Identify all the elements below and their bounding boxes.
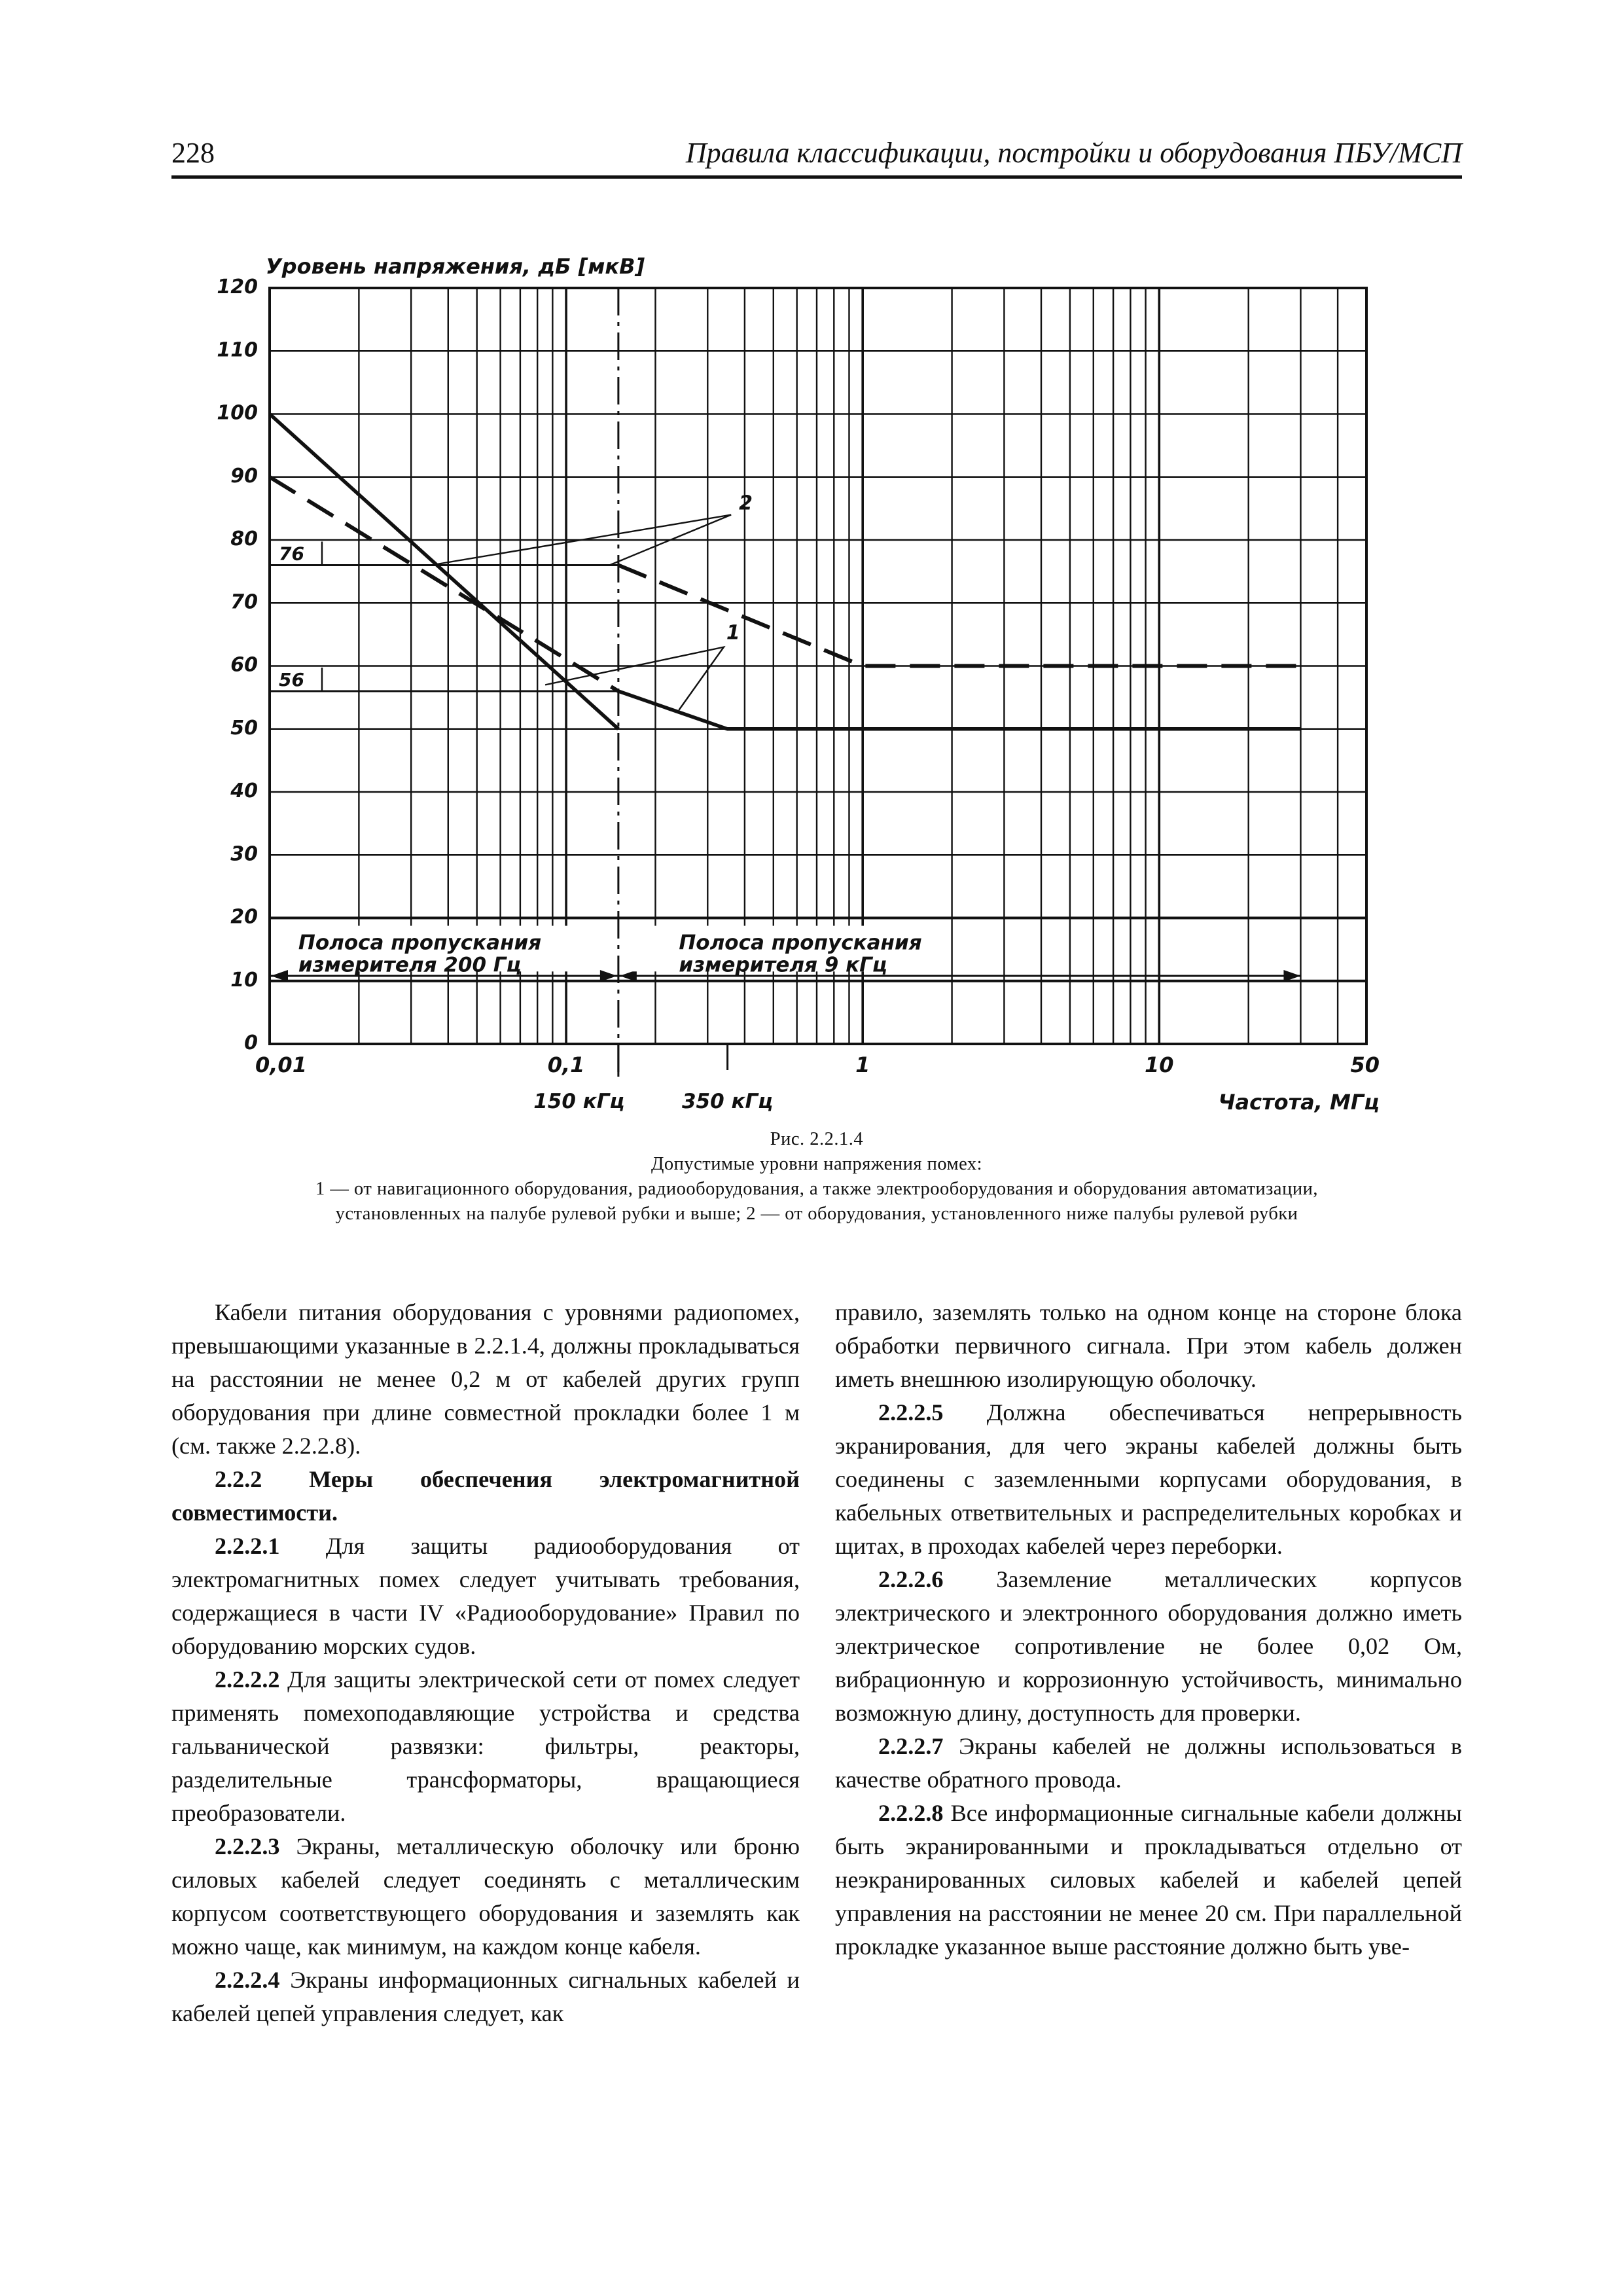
clause-number: 2.2.2.7 — [878, 1733, 944, 1759]
x-tick-label: 1 — [855, 1052, 870, 1077]
curve-1-label: 1 — [726, 621, 740, 645]
clause-number: 2.2.2.3 — [215, 1833, 280, 1859]
x-extra-tick-label: 150 кГц — [533, 1090, 625, 1113]
clause-text: Должна обеспечиваться непрерывность экранирования, для чего экраны кабелей должны быть соединены с заземленными корпусами оборудования, в кабельных ответвительных и распределительных коробках и щитах, в проходах кабелей через переборки. — [835, 1399, 1462, 1559]
paragraph — [835, 1730, 1462, 1797]
band-2-label-line2: измерителя 9 кГц — [679, 953, 887, 977]
x-tick-label: 0,1 — [547, 1052, 585, 1077]
y-tick-label: 80 — [230, 528, 258, 550]
series-1-line — [618, 691, 1301, 729]
paragraph: Кабели питания оборудования с уровнями радиопомех, превышающими указанные в 2.2.1.4, должны прокладываться на расстоянии не менее 0,2 м от кабелей других групп оборудования при длине совместной прокладки более 1 м (см. также 2.2.2.8). — [171, 1299, 800, 1459]
paragraph — [835, 1563, 1462, 1730]
clause-number: 2.2.2.5 — [878, 1399, 944, 1426]
y-tick-label: 30 — [230, 842, 258, 866]
level-label: 76 — [279, 543, 304, 565]
right-column — [835, 1296, 1462, 1964]
level-label: 56 — [279, 669, 304, 691]
x-tick-label: 50 — [1350, 1052, 1380, 1077]
y-tick-label: 120 — [217, 276, 258, 298]
y-tick-label: 100 — [217, 401, 258, 425]
y-tick-label: 60 — [230, 653, 258, 677]
section-number: 2.2.2 — [215, 1466, 262, 1492]
clause-number: 2.2.2.8 — [878, 1800, 944, 1826]
left-column — [171, 1296, 800, 2030]
band-1-label-line2: измерителя 200 Гц — [298, 953, 522, 977]
figure-legend-line-2: установленных на палубе рулевой рубки и выше; 2 — от оборудования, установленного ниже палубы рулевой рубки — [335, 1204, 1298, 1224]
y-tick-label: 10 — [230, 968, 258, 992]
band-1-label-line1: Полоса пропускания — [298, 931, 542, 955]
y-tick-label: 40 — [230, 780, 258, 802]
band-2-label-line1: Полоса пропускания — [679, 931, 922, 955]
y-tick-label: 50 — [230, 716, 258, 740]
clause-text: Экраны, металлическую оболочку или броню силовых кабелей следует соединять с металлическим корпусом соответствующего оборудования и заземлять как можно чаще, как минимум, на каждом конце кабеля. — [171, 1833, 800, 1960]
figure-title: Допустимые уровни напряжения помех: — [651, 1154, 983, 1174]
clause-text: Для защиты радиооборудования от электромагнитных помех следует учитывать требования, содержащиеся в части IV «Радиооборудование» Правил по оборудованию морских судов. — [171, 1533, 800, 1659]
curve-1-leader — [545, 647, 724, 710]
page-number: 228 — [171, 137, 215, 169]
y-axis-title: Уровень напряжения, дБ [мкВ] — [266, 254, 645, 279]
paragraph: правило, заземлять только на одном конце на стороне блока обработки первичного сигнала. При этом кабель должен иметь внешнюю изолирующую оболочку. — [835, 1299, 1462, 1392]
curve-2-label: 2 — [739, 492, 753, 515]
paragraph — [171, 1530, 800, 1663]
x-axis-title: Частота, МГц — [1218, 1090, 1380, 1115]
section-heading — [171, 1463, 800, 1530]
clause-number: 2.2.2.6 — [878, 1566, 944, 1592]
x-extra-tick-label: 350 кГц — [681, 1090, 774, 1113]
paragraph — [835, 1396, 1462, 1563]
paragraph — [171, 1964, 800, 2030]
figure-legend-line-1: 1 — от навигационного оборудования, радиооборудования, а также электрооборудования и оборудования автоматизации, — [315, 1179, 1318, 1199]
y-tick-label: 70 — [230, 590, 258, 614]
paragraph — [171, 1830, 800, 1964]
paragraph — [171, 1663, 800, 1830]
clause-number: 2.2.2.2 — [215, 1666, 280, 1693]
y-tick-label: 110 — [217, 338, 258, 362]
running-title: Правила классификации, постройки и оборудования ПБУ/МСП — [685, 137, 1462, 169]
paragraph — [835, 1797, 1462, 1964]
section-title: Меры обеспечения электромагнитной совместимости. — [171, 1466, 800, 1526]
y-tick-label: 90 — [230, 464, 258, 488]
clause-text: Экраны информационных сигнальных кабелей и кабелей цепей управления следует, как — [171, 1967, 800, 2026]
figure-number: Рис. 2.2.1.4 — [770, 1129, 864, 1149]
chart-text — [217, 254, 1380, 1115]
x-tick-label: 10 — [1145, 1052, 1174, 1077]
clause-text: Все информационные сигнальные кабели должны быть экранированными и прокладываться отдельно от неэкранированных силовых кабелей и кабелей цепей управления на расстоянии не менее 20 см. При параллельной прокладке указанное выше расстояние должно быть уве- — [835, 1800, 1462, 1960]
clause-text: Заземление металлических корпусов электрического и электронного оборудования должно иметь электрическое сопротивление не более 0,02 Ом, вибрационную и коррозионную устойчивость, минимально возможную длину, доступность для проверки. — [835, 1566, 1463, 1726]
clause-text: Экраны кабелей не должны использоваться в качестве обратного провода. — [835, 1733, 1463, 1793]
x-tick-label: 0,01 — [255, 1052, 307, 1077]
clause-text: Для защиты электрической сети от помех следует применять помехоподавляющие устройства и средства гальванической развязки: фильтры, реакторы, разделительные трансформаторы, вращающиеся преобразователи. — [171, 1666, 800, 1826]
y-tick-label: 20 — [230, 905, 258, 929]
clause-number: 2.2.2.1 — [215, 1533, 280, 1559]
clause-number: 2.2.2.4 — [215, 1967, 280, 1993]
y-tick-label: 0 — [244, 1031, 258, 1054]
